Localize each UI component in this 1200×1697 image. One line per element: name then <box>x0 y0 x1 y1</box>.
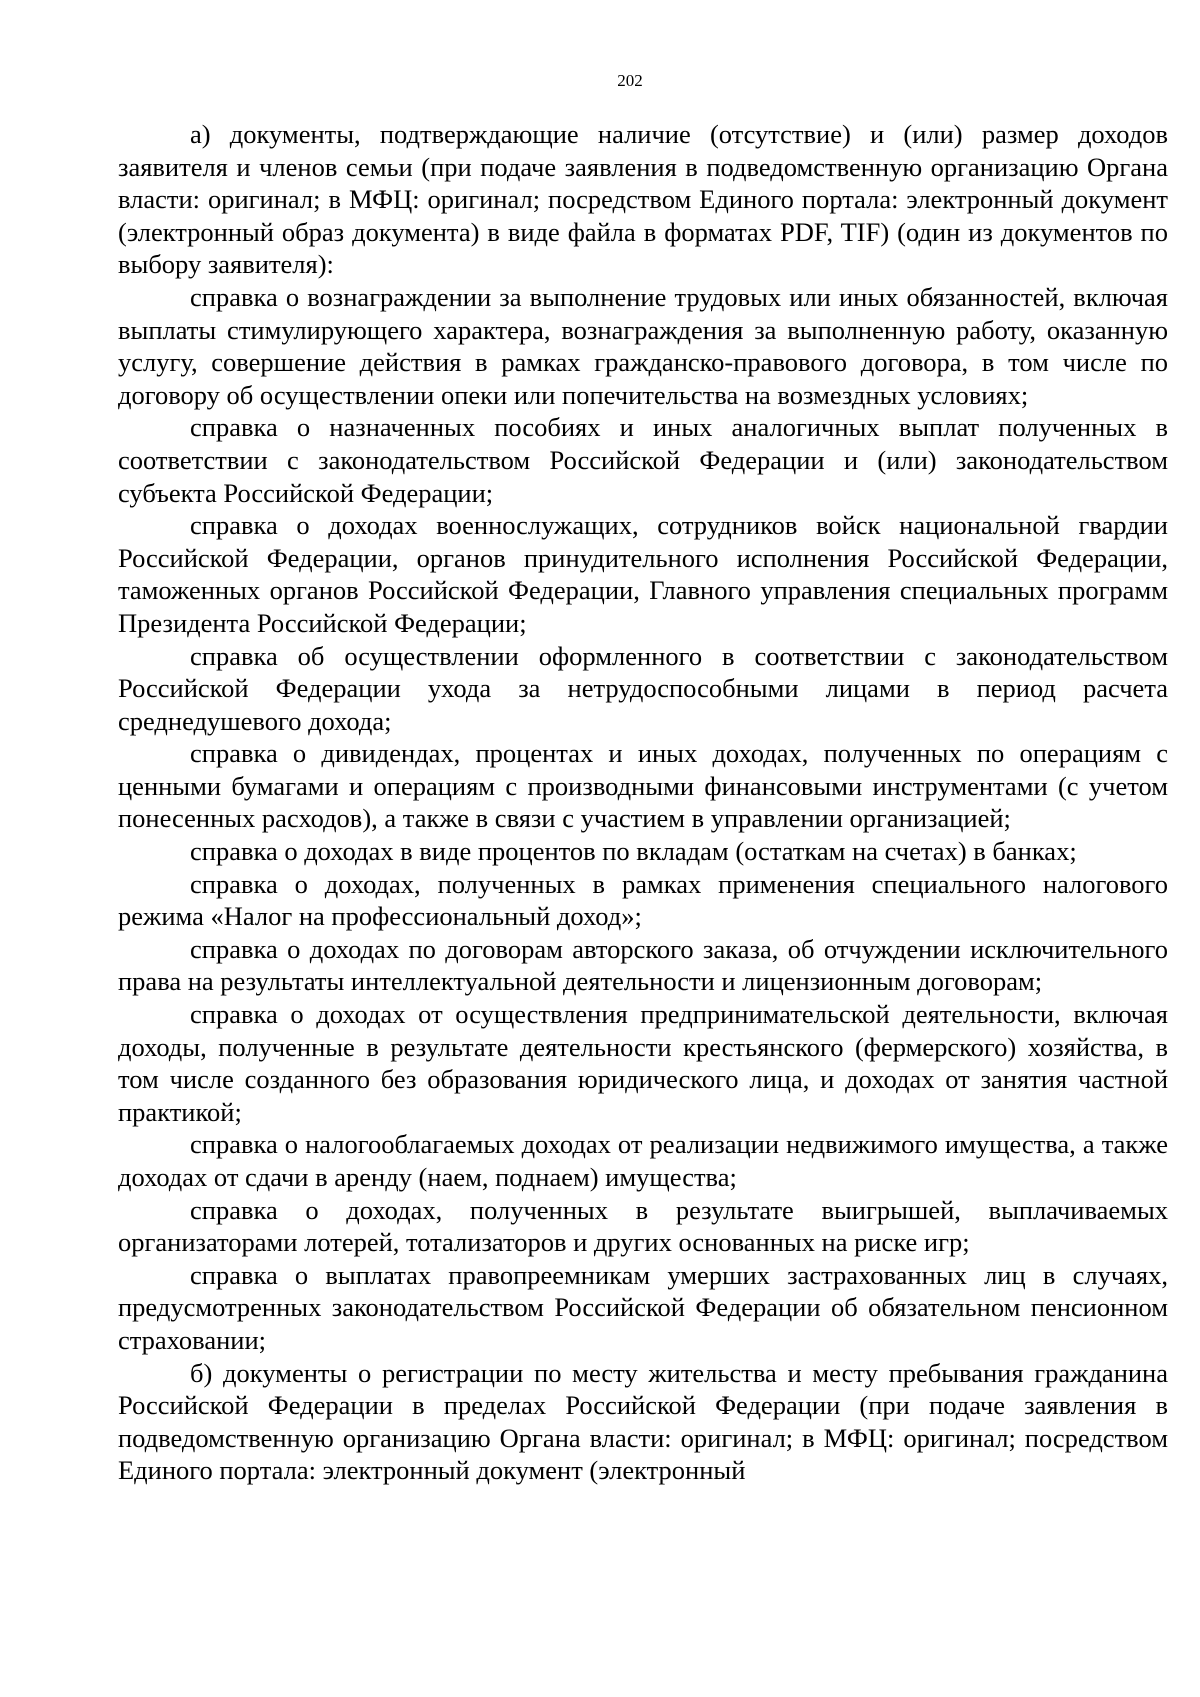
paragraph-successor-payments-certificate: справка о выплатах правопреемникам умерших застрахованных лиц в случаях, предусмотренных законодательством Российской Федерации об обязательном пенсионном страховании; <box>118 1259 1168 1355</box>
paragraph-benefits-certificate: справка о назначенных пособиях и иных аналогичных выплат полученных в соответствии с законодательством Российской Федерации и (или) законодательством субъекта Российской Федерации; <box>118 412 1168 508</box>
paragraph-dividends-certificate: справка о дивидендах, процентах и иных доходах, полученных по операциям с ценными бумагами и операциям с производными финансовыми инструментами (с учетом понесенных расходов), а также в связи с участием в управлении организацией; <box>118 738 1168 834</box>
paragraph-winnings-certificate: справка о доходах, полученных в результате выигрышей, выплачиваемых организаторами лотерей, тотализаторов и других основанных на риске игр; <box>118 1194 1168 1258</box>
paragraph-deposit-interest-certificate: справка о доходах в виде процентов по вкладам (остаткам на счетах) в банках; <box>190 836 1077 867</box>
page-number: 202 <box>617 71 643 90</box>
paragraph-business-income-certificate: справка о доходах от осуществления предпринимательской деятельности, включая доходы, полученные в результате деятельности крестьянского (фермерского) хозяйства, в том числе созданного без образования юридического лица, и доходах от занятия частной практикой; <box>118 999 1168 1127</box>
paragraph-remuneration-certificate: справка о вознаграждении за выполнение трудовых или иных обязанностей, включая выплаты стимулирующего характера, вознаграждения за выполненную работу, оказанную услугу, совершение действия в рамках гражданско-правового договора, в том числе по договору об осуществлении опеки или попечительства на возмездных условиях; <box>118 281 1168 410</box>
paragraph-property-income-certificate: справка о налогооблагаемых доходах от реализации недвижимого имущества, а также доходах от сдачи в аренду (наем, поднаем) имущества; <box>118 1129 1168 1192</box>
paragraph-income-documents: а) документы, подтверждающие наличие (отсутствие) и (или) размер доходов заявителя и членов семьи (при подаче заявления в подведомственную организацию Органа власти: оригинал; в МФЦ: оригинал; посредством Единого портала: электронный документ (электронный образ документа) в виде файла в форматах PDF, TIF) (один из документов по выбору заявителя): <box>118 119 1168 280</box>
paragraph-military-income-certificate: справка о доходах военнослужащих, сотрудников войск национальной гвардии Российской Федерации, органов принудительного исполнения Российской Федерации, таможенных органов Российской Федерации, Главного управления специальных программ Президента Российской Федерации; <box>118 510 1168 638</box>
paragraph-care-certificate: справка об осуществлении оформленного в соответствии с законодательством Российской Федерации ухода за нетрудоспособными лицами в период расчета среднедушевого дохода; <box>118 640 1168 736</box>
paragraph-copyright-income-certificate: справка о доходах по договорам авторского заказа, об отчуждении исключительного права на результаты интеллектуальной деятельности и лицензионным договорам; <box>118 933 1168 997</box>
paragraph-registration-documents: б) документы о регистрации по месту жительства и месту пребывания гражданина Российской Федерации в пределах Российской Федерации (при подаче заявления в подведомственную организацию Органа власти: оригинал; в МФЦ: оригинал; посредством Единого портала: электронный документ (электронный <box>118 1357 1168 1486</box>
paragraph-self-employed-certificate: справка о доходах, полученных в рамках применения специального налогового режима «Налог на профессиональный доход»; <box>118 868 1168 932</box>
document-body <box>118 118 1168 1487</box>
